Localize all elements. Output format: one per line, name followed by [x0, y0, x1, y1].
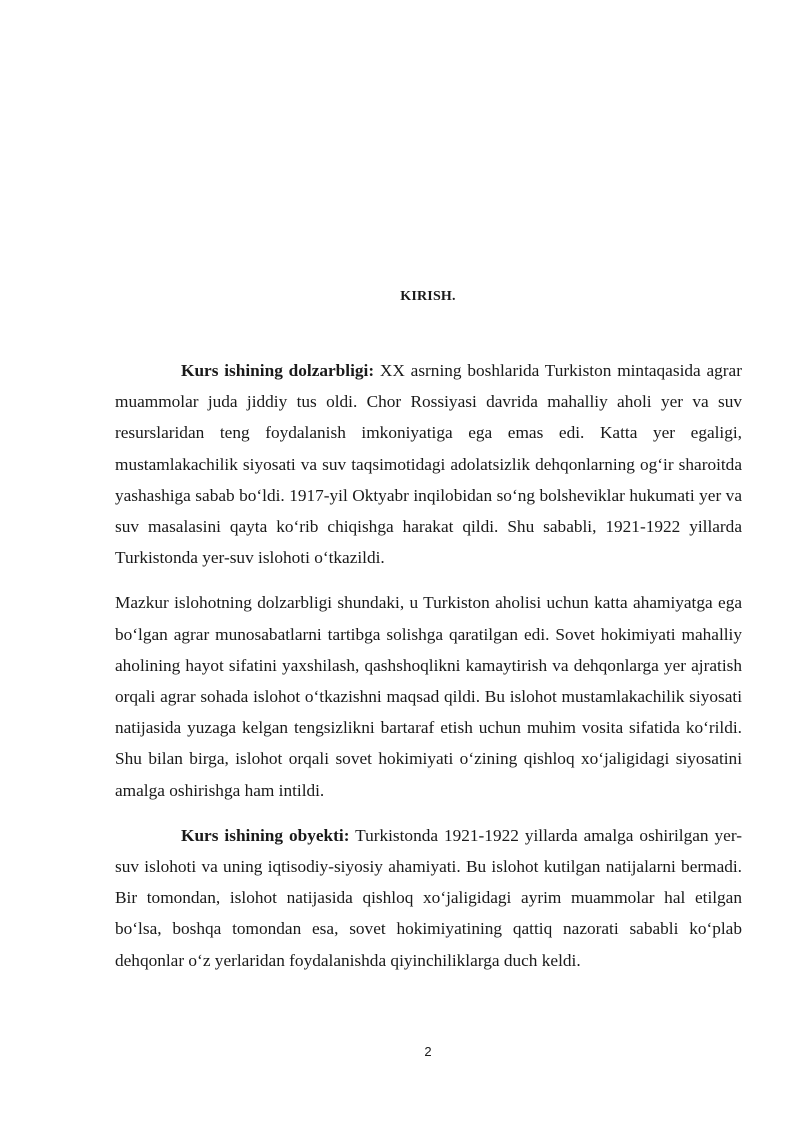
paragraph-significance: [115, 587, 742, 805]
paragraph-object: [115, 820, 742, 976]
paragraph-text-significance: Mazkur islohotning dolzarbligi shundaki, u Turkiston aholisi uchun katta ahamiyatga ega bo‘lgan agrar munosabatlarni tartibga solishga qaratilgan edi. Sovet hokimiyati mahalliy aholining hayot sifatini yaxshilash, qashshoqlikni kamaytirish va dehqonlarga yer ajratish orqali agrar sohada islohot o‘tkazishni maqsad qildi. Bu islohot mustamlakachilik siyosati natijasida yuzaga kelgan tengsizlikni bartaraf etish uchun muhim vosita sifatida ko‘rildi. Shu bilan birga, islohot orqali sovet hokimiyati o‘zining qishloq xo‘jaligidagi siyosatini amalga oshirishga ham intildi.: [115, 593, 742, 800]
section-heading: KIRISH.: [400, 289, 456, 304]
page-number: 2: [424, 1044, 432, 1059]
paragraph-text-relevance: XX asrning boshlarida Turkiston mintaqasida agrar muammolar juda jiddiy tus oldi. Chor Rossiyasi davrida mahalliy aholi yer va suv resurslaridan teng foydalanish imkoniyatiga ega emas edi. Katta yer egaligi, mustamlakachilik siyosati va suv taqsimotidagi adolatsizlik dehqonlarning og‘ir sharoitda yashashiga sabab bo‘ldi. 1917-yil Oktyabr inqilobidan so‘ng bolsheviklar hukumati yer va suv masalasini qayta ko‘rib chiqishga harakat qildi. Shu sababli, 1921-1922 yillarda Turkistonda yer-suv islohoti o‘tkazildi.: [115, 361, 742, 568]
paragraph-lead-object: Kurs ishining obyekti:: [181, 825, 350, 845]
paragraph-relevance: [115, 355, 742, 573]
paragraph-text-object: Turkistonda 1921-1922 yillarda amalga oshirilgan yer-suv islohoti va uning iqtisodiy-siyosiy ahamiyati. Bu islohot kutilgan natijalarni bermadi. Bir tomondan, islohot natijasida qishloq xo‘jaligidagi ayrim muammolar hal etilgan bo‘lsa, boshqa tomondan esa, sovet hokimiyatining qattiq nazorati sababli ko‘plab dehqonlar o‘z yerlaridan foydalanishda qiyinchiliklarga duch keldi.: [115, 825, 742, 970]
paragraph-lead-relevance: Kurs ishining dolzarbligi:: [181, 361, 375, 380]
body-text: [115, 355, 742, 976]
